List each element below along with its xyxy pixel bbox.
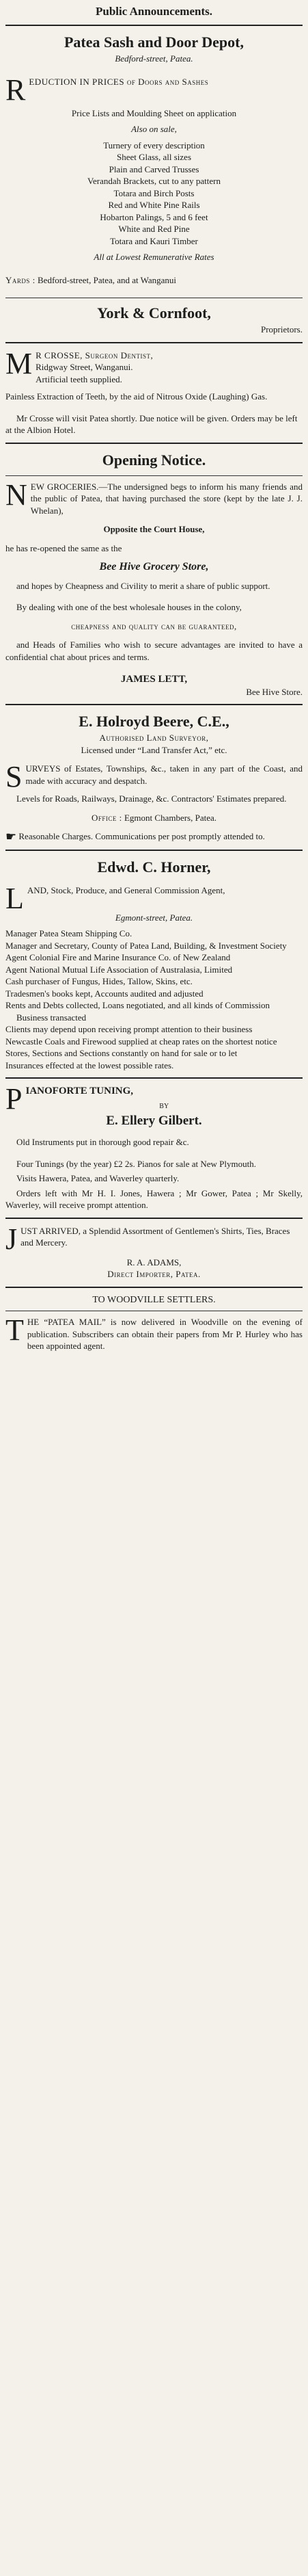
list-item: Totara and Birch Posts bbox=[113, 187, 195, 198]
list-item: Manager Patea Steam Shipping Co. bbox=[5, 928, 132, 938]
ad-crosse-dentist: M R CROSSE, Surgeon Dentist, Ridgway Street, Wanganui. Artificial teeth supplied. Painless Extraction of Teeth, by the aid of Nitrous Oxide (Laughing) Gas. Mr Crosse will visit Patea shortly. Due notice will be given. Orders may be left at the Albion Hotel. bbox=[5, 350, 303, 436]
tuner-name: E. Ellery Gilbert. bbox=[106, 1114, 202, 1128]
divider bbox=[5, 850, 303, 851]
ad-piano-tuning: P IANOFORTE TUNING, BY E. Ellery Gilbert. Old Instruments put in thorough good repair &c. Four Tunings (by the year) £2 2s. Pianos for sale at New Plymouth. Visits Hawera, Patea, and Waverley quarterly. Orders left with Mr H. I. Jones, Hawera ; Mr Gower, Patea ; Mr Skelly, Waverley, will receive prompt attention. bbox=[5, 1082, 303, 1210]
page bbox=[5, 0, 303, 1355]
ad-title: TO WOODVILLE SETTLERS. bbox=[92, 1294, 216, 1305]
ad-adams-importer: J UST ARRIVED, a Splendid Assortment of Gentlemen's Shirts, Ties, Braces and Mercery. R. A. ADAMS, Direct Importer, Patea. bbox=[5, 1225, 303, 1280]
ad-address: Egmont-street, Patea. bbox=[115, 912, 193, 923]
divider bbox=[5, 1287, 303, 1288]
dropcap: L bbox=[5, 881, 24, 915]
ad-beere-surveyor: E. Holroyd Beere, C.E., Authorised Land Surveyor, Licensed under “Land Transfer Act,” etc. S URVEYS of Estates, Townships, &c., taken in any part of the Coast, and made with accuracy and despatch. Levels for Roads, Railways, Drainage, &c. Contractors' Estimates prepared. Office : Egmont Chambers, Patea. ☛ Reasonable Charges. Communications per post promptly attended to. bbox=[5, 713, 303, 843]
list-item: Totara and Kauri Timber bbox=[110, 235, 198, 246]
list-item: Cash purchaser of Fungus, Hides, Tallow, Skins, etc. bbox=[5, 976, 193, 986]
by-line: BY bbox=[159, 1102, 169, 1110]
importer-name: R. A. ADAMS, bbox=[126, 1257, 182, 1267]
ad-horner-agent: Edwd. C. Horner, L AND, Stock, Produce, and General Commission Agent, Egmont-street, Patea. Manager Patea Steam Shipping Co. Manager and Secretary, County of Patea Land, Building, & Investment Society Agent Colonial Fire and Marine Insurance Co. of New Zealand Agent National Mutual Life Association of Australasia, Limited Cash purchaser of Fungus, Hides, Tallow, Skins, etc. Tradesmen's books kept, Accounts audited and adjusted Rents and Debts collected, Loans negotiated, and all kinds of Commission Business transacted Clients may depend upon receiving prompt attention to their business Newcastle Coals and Firewood supplied at cheap rates on the shortest notice Stores, Sections and Sections constantly on hand for sale or to let Insurances effected at the lowest possible rates. bbox=[5, 857, 303, 1072]
list-item: Plain and Carved Trusses bbox=[109, 163, 199, 174]
list-item: Rents and Debts collected, Loans negotiated, and all kinds of Commission Business transacted bbox=[5, 1000, 270, 1023]
ad-title: E. Holroyd Beere, C.E., bbox=[79, 713, 229, 730]
dropcap: N bbox=[5, 477, 27, 512]
list-item: Agent National Mutual Life Association of Australasia, Limited bbox=[5, 964, 233, 975]
ad-opening-notice: Opening Notice. N EW GROCERIES.—The undersigned begs to inform his many friends and the public of Patea, that having purchased the store (kept by the late J. J. Whelan), Opposite the Court House, he has re-opened the same as the Bee Hive Grocery Store, and hopes by Cheapness and Civility to merit a share of public support. By dealing with one of the best wholesale houses in the colony, cheapness and quality can be guaranteed, and Heads of Families who wish to secure advantages are invited to have a confidential chat about prices and terms. JAMES LETT, Bee Hive Store. bbox=[5, 451, 303, 697]
crosse-extraction: Painless Extraction of Teeth, by the aid of Nitrous Oxide (Laughing) Gas. bbox=[5, 391, 268, 402]
list-item: Stores, Sections and Sections constantly on hand for sale or to let bbox=[5, 1048, 238, 1058]
section-heading: Public Announcements. bbox=[96, 5, 212, 18]
list-item: Newcastle Coals and Firewood supplied at cheap rates on the shortest notice bbox=[5, 1036, 277, 1047]
list-item: Clients may depend upon receiving prompt attention to their business bbox=[5, 1024, 253, 1034]
ad-title: Edwd. C. Horner, bbox=[97, 858, 211, 876]
office-line: Office : Egmont Chambers, Patea. bbox=[91, 812, 217, 823]
cheapness-line: cheapness and quality can be guaranteed, bbox=[71, 620, 237, 631]
charges-line: ☛ Reasonable Charges. Communications per post promptly attended to. bbox=[5, 830, 265, 843]
crosse-notice: Mr Crosse will visit Patea shortly. Due notice will be given. Orders may be left at the Albion Hotel. bbox=[5, 412, 298, 435]
proprietor-name: JAMES LETT, bbox=[120, 674, 188, 685]
ad-title: Opening Notice. bbox=[102, 451, 206, 469]
proprietors-label: Proprietors. bbox=[260, 324, 303, 334]
divider bbox=[5, 475, 303, 476]
list-item: White and Red Pine bbox=[118, 224, 190, 234]
divider bbox=[5, 25, 303, 26]
list-item: Sheet Glass, all sizes bbox=[116, 152, 192, 162]
list-item: Manager and Secretary, County of Patea Land, Building, & Investment Society bbox=[5, 940, 287, 951]
list-item: Turnery of every description bbox=[103, 140, 205, 150]
divider bbox=[5, 704, 303, 705]
service-list bbox=[5, 928, 303, 1071]
ad-intro: R EDUCTION IN PRICES of Doors and Sashes bbox=[5, 73, 209, 107]
ad-subtitle-2: Licensed under “Land Transfer Act,” etc. bbox=[81, 744, 227, 755]
divider bbox=[5, 443, 303, 444]
ad-address: Bedford-street, Patea. bbox=[115, 53, 193, 64]
rates-line: All at Lowest Remunerative Rates bbox=[94, 252, 214, 262]
store-name: Bee Hive Grocery Store, bbox=[99, 561, 209, 573]
dropcap: R bbox=[5, 73, 26, 107]
proprietors-name: York & Cornfoot, bbox=[97, 304, 211, 321]
pointing-hand-icon: ☛ bbox=[5, 830, 17, 843]
dropcap: M bbox=[5, 346, 33, 380]
price-lists: Price Lists and Moulding Sheet on application bbox=[71, 107, 237, 118]
dropcap: P bbox=[5, 1082, 23, 1116]
ad-woodville-settlers: TO WOODVILLE SETTLERS. T HE “PATEA MAIL” is now delivered in Woodville on the evening of publication. Subscribers can obtain their papers from Mr P. Hurley who has been appointed agent. bbox=[5, 1294, 303, 1351]
list-item: Verandah Brackets, cut to any pattern bbox=[87, 176, 221, 186]
store-sign: Bee Hive Store. bbox=[246, 686, 303, 697]
ad-subtitle: Authorised Land Surveyor, bbox=[99, 733, 209, 743]
yards-line: Yards : Bedford-street, Patea, and at Wanganui bbox=[5, 274, 177, 285]
list-item: Insurances effected at the lowest possible rates. bbox=[5, 1060, 174, 1070]
also-on-sale: Also on sale, bbox=[131, 124, 177, 134]
ad-patea-sash-depot bbox=[5, 32, 303, 336]
divider bbox=[5, 342, 303, 343]
divider bbox=[5, 1218, 303, 1219]
list-item: Red and White Pine Rails bbox=[108, 200, 200, 210]
list-item: Hobarton Palings, 5 and 6 feet bbox=[100, 211, 208, 222]
dropcap: T bbox=[5, 1313, 24, 1347]
dropcap: S bbox=[5, 760, 23, 793]
opposite-line: Opposite the Court House, bbox=[103, 524, 205, 534]
ad-title: Patea Sash and Door Depot, bbox=[64, 34, 244, 51]
importer-role: Direct Importer, Patea. bbox=[107, 1269, 201, 1279]
divider bbox=[5, 1077, 303, 1079]
item-list bbox=[5, 140, 303, 248]
list-item: Agent Colonial Fire and Marine Insurance Co. of New Zealand bbox=[5, 952, 231, 962]
list-item: Tradesmen's books kept, Accounts audited and adjusted bbox=[5, 988, 204, 999]
dropcap: J bbox=[5, 1222, 18, 1256]
